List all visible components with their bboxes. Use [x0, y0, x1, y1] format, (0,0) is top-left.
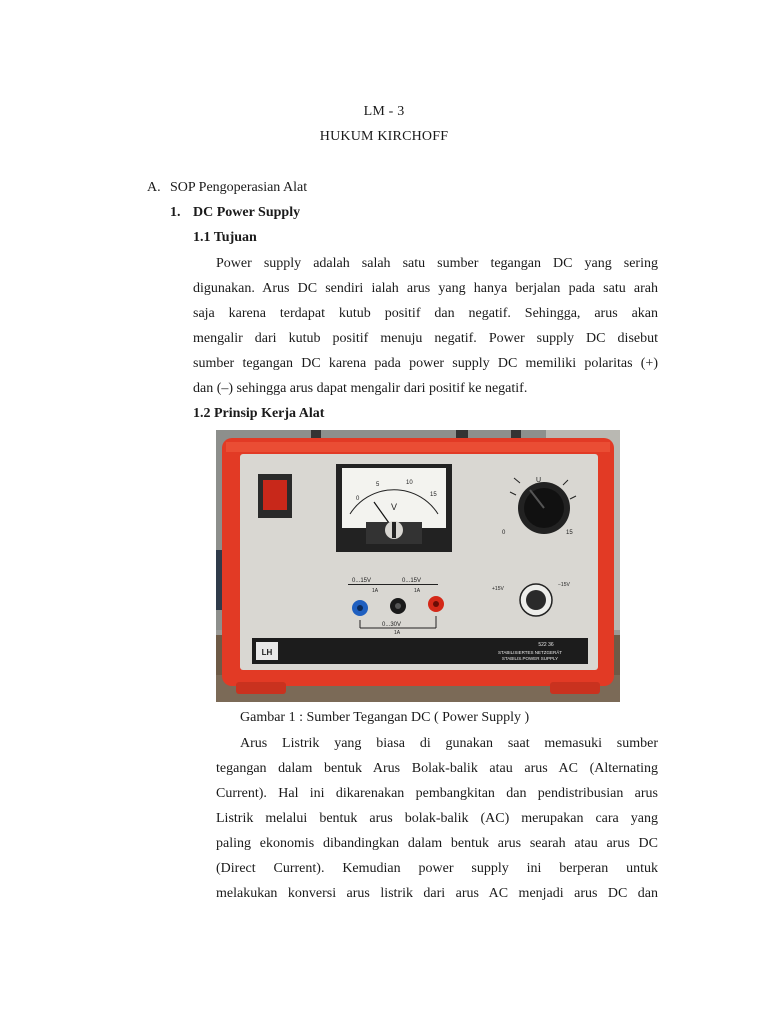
brand-logo-text: LH: [261, 648, 273, 657]
model-line-2: STABILIS.POWER SUPPLY: [501, 656, 559, 661]
aux-plus-label: +15V: [492, 586, 504, 592]
meter-scale-10: 10: [406, 480, 413, 486]
section-a-marker: A.: [147, 180, 161, 195]
terminal-label-left: 0...15V: [352, 578, 372, 584]
tujuan-paragraph: [193, 251, 658, 401]
terminal-bottom-label: 0...30V: [382, 622, 402, 628]
knob-min-label: 0: [502, 530, 506, 536]
lab-module-number: LM - 3: [363, 104, 405, 119]
paragraph-line: dan (–) sehingga arus dapat mengalir dari positif ke negatif.: [193, 381, 528, 396]
meter-scale-5: 5: [376, 482, 380, 488]
paragraph-line: (Direct Current). Kemudian power supply ini berperan untuk: [216, 861, 658, 876]
section-a-heading: SOP Pengoperasian Alat: [170, 180, 308, 195]
knob-max-label: 15: [566, 530, 573, 536]
paragraph-line: mengalir dari kutub positif menuju negatif. Power supply DC disebut: [193, 331, 658, 346]
paragraph-line: melakukan konversi arus listrik dari arus AC menjadi arus DC dan: [216, 886, 658, 901]
model-number-label: 522 36: [538, 642, 554, 648]
aux-minus-label: −15V: [558, 582, 570, 588]
meter-scale-15: 15: [430, 492, 437, 498]
model-line-1: STABILISIERTES NETZGERÄT: [497, 650, 563, 655]
subsection-1-1-heading: 1.1 Tujuan: [193, 230, 257, 245]
power-switch-rocker: [263, 480, 287, 510]
knob-top-label: U: [536, 477, 542, 484]
paragraph-line: tegangan dalam bentuk Arus Bolak-balik atau arus AC (Alternating: [216, 761, 658, 776]
terminal-current-right: 1A: [414, 588, 421, 594]
document-title: HUKUM KIRCHOFF: [319, 129, 449, 144]
power-supply-photo: [216, 430, 620, 702]
paragraph-line: paling ekonomis dibandingkan dalam bentuk arus searah atau arus DC: [216, 836, 658, 851]
arus-listrik-paragraph: [216, 731, 658, 906]
paragraph-line: sumber tegangan DC karena pada power supply DC memiliki polaritas (+): [193, 356, 658, 371]
paragraph-line: Power supply adalah salah satu sumber tegangan DC yang sering: [216, 256, 658, 271]
subsection-1-2-heading: 1.2 Prinsip Kerja Alat: [193, 406, 325, 421]
paragraph-line: Current). Hal ini dikarenakan pembangkitan dan pendistribusian arus: [216, 786, 658, 801]
terminal-bottom-current: 1A: [394, 630, 401, 636]
meter-unit: V: [390, 502, 398, 512]
terminal-current-left: 1A: [372, 588, 379, 594]
figure-caption: Gambar 1 : Sumber Tegangan DC ( Power Supply ): [240, 710, 530, 725]
item-1-heading: DC Power Supply: [193, 205, 301, 220]
terminal-label-right: 0...15V: [402, 578, 422, 584]
paragraph-line: digunakan. Arus DC sendiri ialah arus yang hanya berjalan pada satu arah: [193, 281, 658, 296]
paragraph-line: Arus Listrik yang biasa di gunakan saat memasuki sumber: [240, 736, 658, 751]
paragraph-line: Listrik melalui bentuk arus bolak-balik (AC) merupakan cara yang: [216, 811, 658, 826]
meter-scale-0: 0: [356, 496, 360, 502]
paragraph-line: saja karena terdapat kutub positif dan negatif. Sehingga, arus akan: [193, 306, 658, 321]
item-1-marker: 1.: [170, 205, 181, 220]
